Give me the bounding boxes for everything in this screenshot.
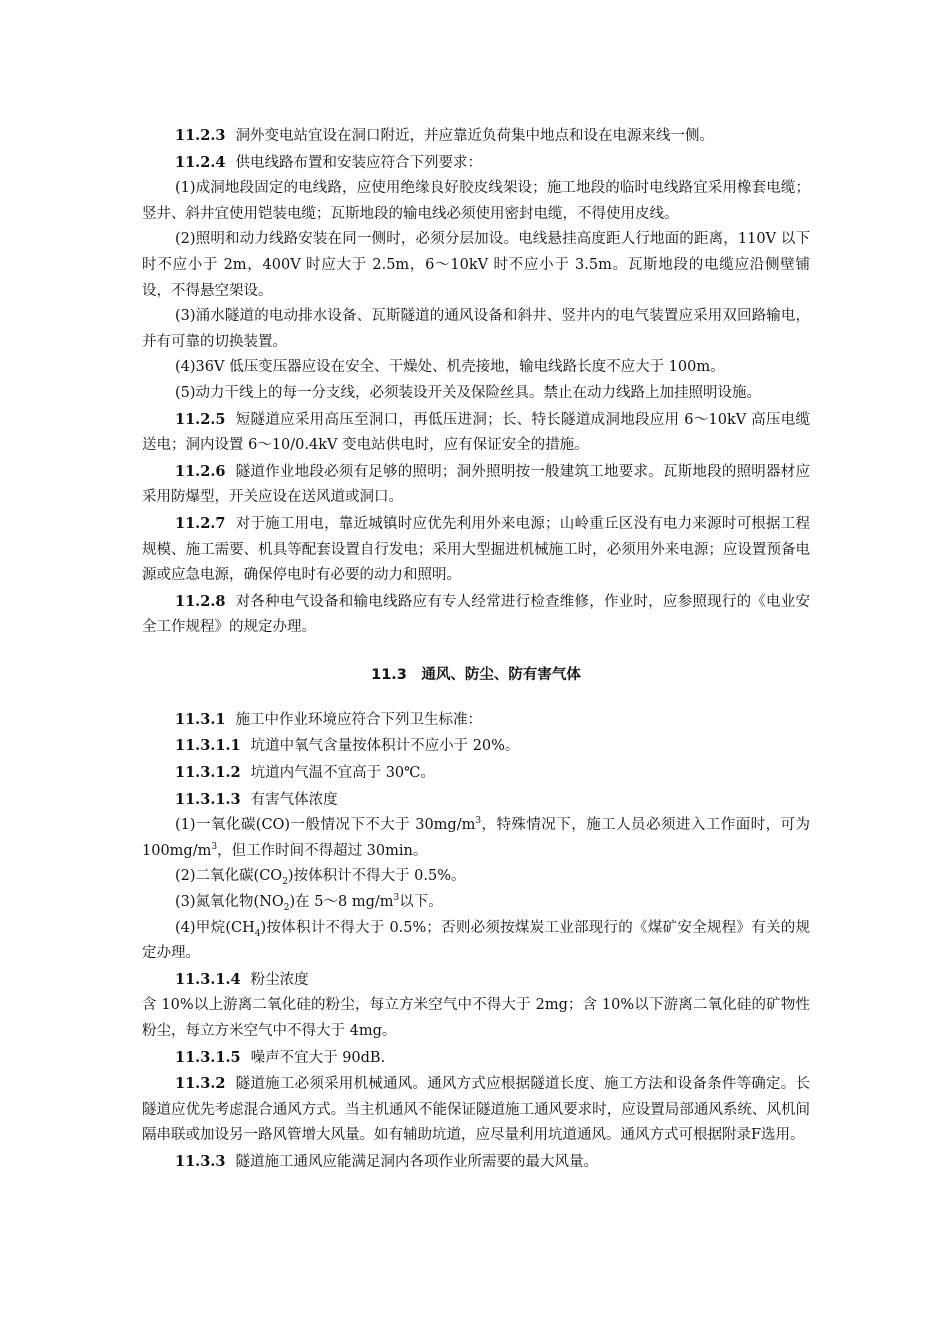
clause-text: 隧道施工通风应能满足洞内各项作业所需要的最大风量。 bbox=[235, 1153, 598, 1170]
clause-11-3-1 bbox=[142, 707, 810, 734]
clause-number: 11.3.1.1 bbox=[175, 737, 241, 755]
clause-11-3-2 bbox=[142, 1071, 810, 1149]
clause-11-3-1-5 bbox=[142, 1045, 810, 1072]
document-page bbox=[142, 123, 810, 1176]
text-run: (2)二氧化碳(CO bbox=[175, 868, 283, 885]
clause-11-3-1-1 bbox=[142, 733, 810, 760]
clause-number: 11.2.7 bbox=[175, 514, 226, 532]
text-run: )在 5～8 mg/m bbox=[289, 894, 394, 911]
clause-text: 施工中作业环境应符合下列卫生标准： bbox=[235, 711, 482, 728]
section-heading: 11.3 通风、防尘、防有害气体 bbox=[371, 666, 581, 683]
clause-11-2-4 bbox=[142, 150, 810, 177]
clause-text: 噪声不宜大于 90dB. bbox=[250, 1049, 386, 1066]
text-run: ，特殊情况下，施工人员必须进入工作面时，可为 100mg/m bbox=[142, 817, 811, 859]
clause-number: 11.2.3 bbox=[175, 127, 226, 144]
gas-item-co bbox=[142, 813, 810, 864]
text-run: (1)一氧化碳(CO)一般情况下不大于 30mg/m bbox=[175, 817, 476, 834]
gas-item-co2 bbox=[142, 864, 810, 890]
clause-number: 11.2.8 bbox=[175, 592, 226, 610]
clause-text: 坑道中氧气含量按体积计不应小于 20%。 bbox=[250, 738, 520, 755]
clause-text: 隧道施工必须采用机械通风。通风方式应根据隧道长度、施工方法和设备条件等确定。长隧道应优先考虑混合通风方式。当主机通风不能保证隧道施工通风要求时，应设置局部通风系统、风机间隔串联或加设另一路风管增大风量。如有辅助坑道，应尽量利用坑道通风。通风方式可根据附录F选用。 bbox=[142, 1076, 810, 1144]
superscript: 3 bbox=[393, 893, 400, 904]
subscript: 4 bbox=[254, 928, 261, 939]
list-item: (3)涌水隧道的电动排水设备、瓦斯隧道的通风设备和斜井、竖井内的电气装置应采用双回路输电，并有可靠的切换装置。 bbox=[142, 308, 810, 350]
clause-number: 11.3.2 bbox=[175, 1075, 226, 1093]
gas-item-ch4 bbox=[142, 916, 810, 967]
subscript: 2 bbox=[282, 877, 288, 888]
clause-text: 对各种电气设备和输电线路应有专人经常进行检查维修，作业时，应参照现行的《电业安全工作规程》的规定办理。 bbox=[142, 593, 810, 636]
superscript: 3 bbox=[211, 842, 218, 853]
clause-11-2-8 bbox=[142, 589, 810, 641]
gas-item-no2 bbox=[142, 890, 810, 916]
clause-number: 11.2.6 bbox=[175, 462, 226, 480]
clause-11-3-3 bbox=[142, 1149, 810, 1176]
clause-number: 11.3.1.3 bbox=[175, 790, 241, 808]
text-run: )按体积计不得大于 0.5%；否则必须按煤炭工业部现行的《煤矿安全规程》有关的规定办理。 bbox=[142, 919, 810, 962]
clause-number: 11.3.1.5 bbox=[175, 1048, 241, 1066]
clause-11-2-6 bbox=[142, 459, 810, 511]
clause-11-2-7 bbox=[142, 511, 810, 589]
clause-text: 洞外变电站宜设在洞口附近，并应靠近负荷集中地点和设在电源来线一侧。 bbox=[235, 128, 714, 144]
list-item: (5)动力干线上的每一分支线，必须装设开关及保险丝具。禁止在动力线路上加挂照明设施。 bbox=[175, 384, 762, 401]
clause-11-3-1-2 bbox=[142, 760, 810, 787]
list-item: (1)成洞地段固定的电线路，应使用绝缘良好胶皮线架设；施工地段的临时电线路宜采用橡套电缆；竖井、斜井宜使用铠装电缆；瓦斯地段的输电线必须使用密封电缆，不得使用皮线。 bbox=[142, 180, 810, 222]
subscript: 2 bbox=[283, 902, 290, 913]
clause-text: 对于施工用电，靠近城镇时应优先利用外来电源；山岭重丘区没有电力来源时可根据工程规模、施工需要、机具等配套设置自行发电；采用大型掘进机械施工时，必须用外来电源；应设置预备电源或应急电源，确保停电时有必要的动力和照明。 bbox=[142, 515, 810, 584]
clause-number: 11.3.1 bbox=[175, 710, 226, 728]
clause-11-2-3 bbox=[142, 123, 810, 150]
list-item: (2)照明和动力线路安装在同一侧时，必须分层加设。电线悬挂高度距人行地面的距离，110V 以下时不应小于 2m，400V 时应大于 2.5m，6～10kV 时不应小于 3.5m。瓦斯地段的电缆应沿侧壁铺设，不得悬空架设。 bbox=[142, 231, 810, 299]
text-run: ，但工作时间不得超过 30min。 bbox=[217, 842, 428, 859]
clause-number: 11.2.5 bbox=[175, 410, 226, 428]
superscript: 3 bbox=[475, 816, 482, 827]
text-run: (3)氮氧化物(NO bbox=[175, 894, 284, 911]
text-run: )按体积计不得大于 0.5%。 bbox=[287, 868, 466, 885]
clause-text: 短隧道应采用高压至洞口，再低压进洞；长、特长隧道成洞地段应用 6～10kV 高压电缆送电；洞内设置 6～10/0.4kV 变电站供电时，应有保证安全的措施。 bbox=[142, 411, 810, 454]
clause-number: 11.3.1.4 bbox=[175, 970, 241, 988]
clause-11-3-1-4 bbox=[142, 967, 810, 994]
clause-11-2-5 bbox=[142, 407, 810, 459]
dust-paragraph: 含 10%以上游离二氧化硅的粉尘，每立方米空气中不得大于 2mg；含 10%以下游离二氧化硅的矿物性粉尘，每立方米空气中不得大于 4mg。 bbox=[142, 997, 810, 1039]
clause-text: 坑道内气温不宜高于 30℃。 bbox=[250, 765, 435, 782]
clause-number: 11.2.4 bbox=[175, 153, 226, 171]
clause-text: 粉尘浓度 bbox=[250, 971, 309, 988]
clause-number: 11.3.1.2 bbox=[175, 764, 241, 782]
clause-text: 有害气体浓度 bbox=[250, 791, 338, 808]
clause-11-3-1-3 bbox=[142, 787, 810, 814]
list-item: (4)36V 低压变压器应设在安全、干燥处、机壳接地，输电线路长度不应大于 100m。 bbox=[175, 359, 725, 376]
text-run: (4)甲烷(CH bbox=[175, 919, 255, 936]
clause-text: 隧道作业地段必须有足够的照明；洞外照明按一般建筑工地要求。瓦斯地段的照明器材应采用防爆型，开关应设在送风道或洞口。 bbox=[142, 463, 810, 506]
clause-number: 11.3.3 bbox=[175, 1152, 226, 1170]
clause-text: 供电线路布置和安装应符合下列要求： bbox=[235, 154, 482, 171]
text-run: 以下。 bbox=[399, 894, 443, 911]
